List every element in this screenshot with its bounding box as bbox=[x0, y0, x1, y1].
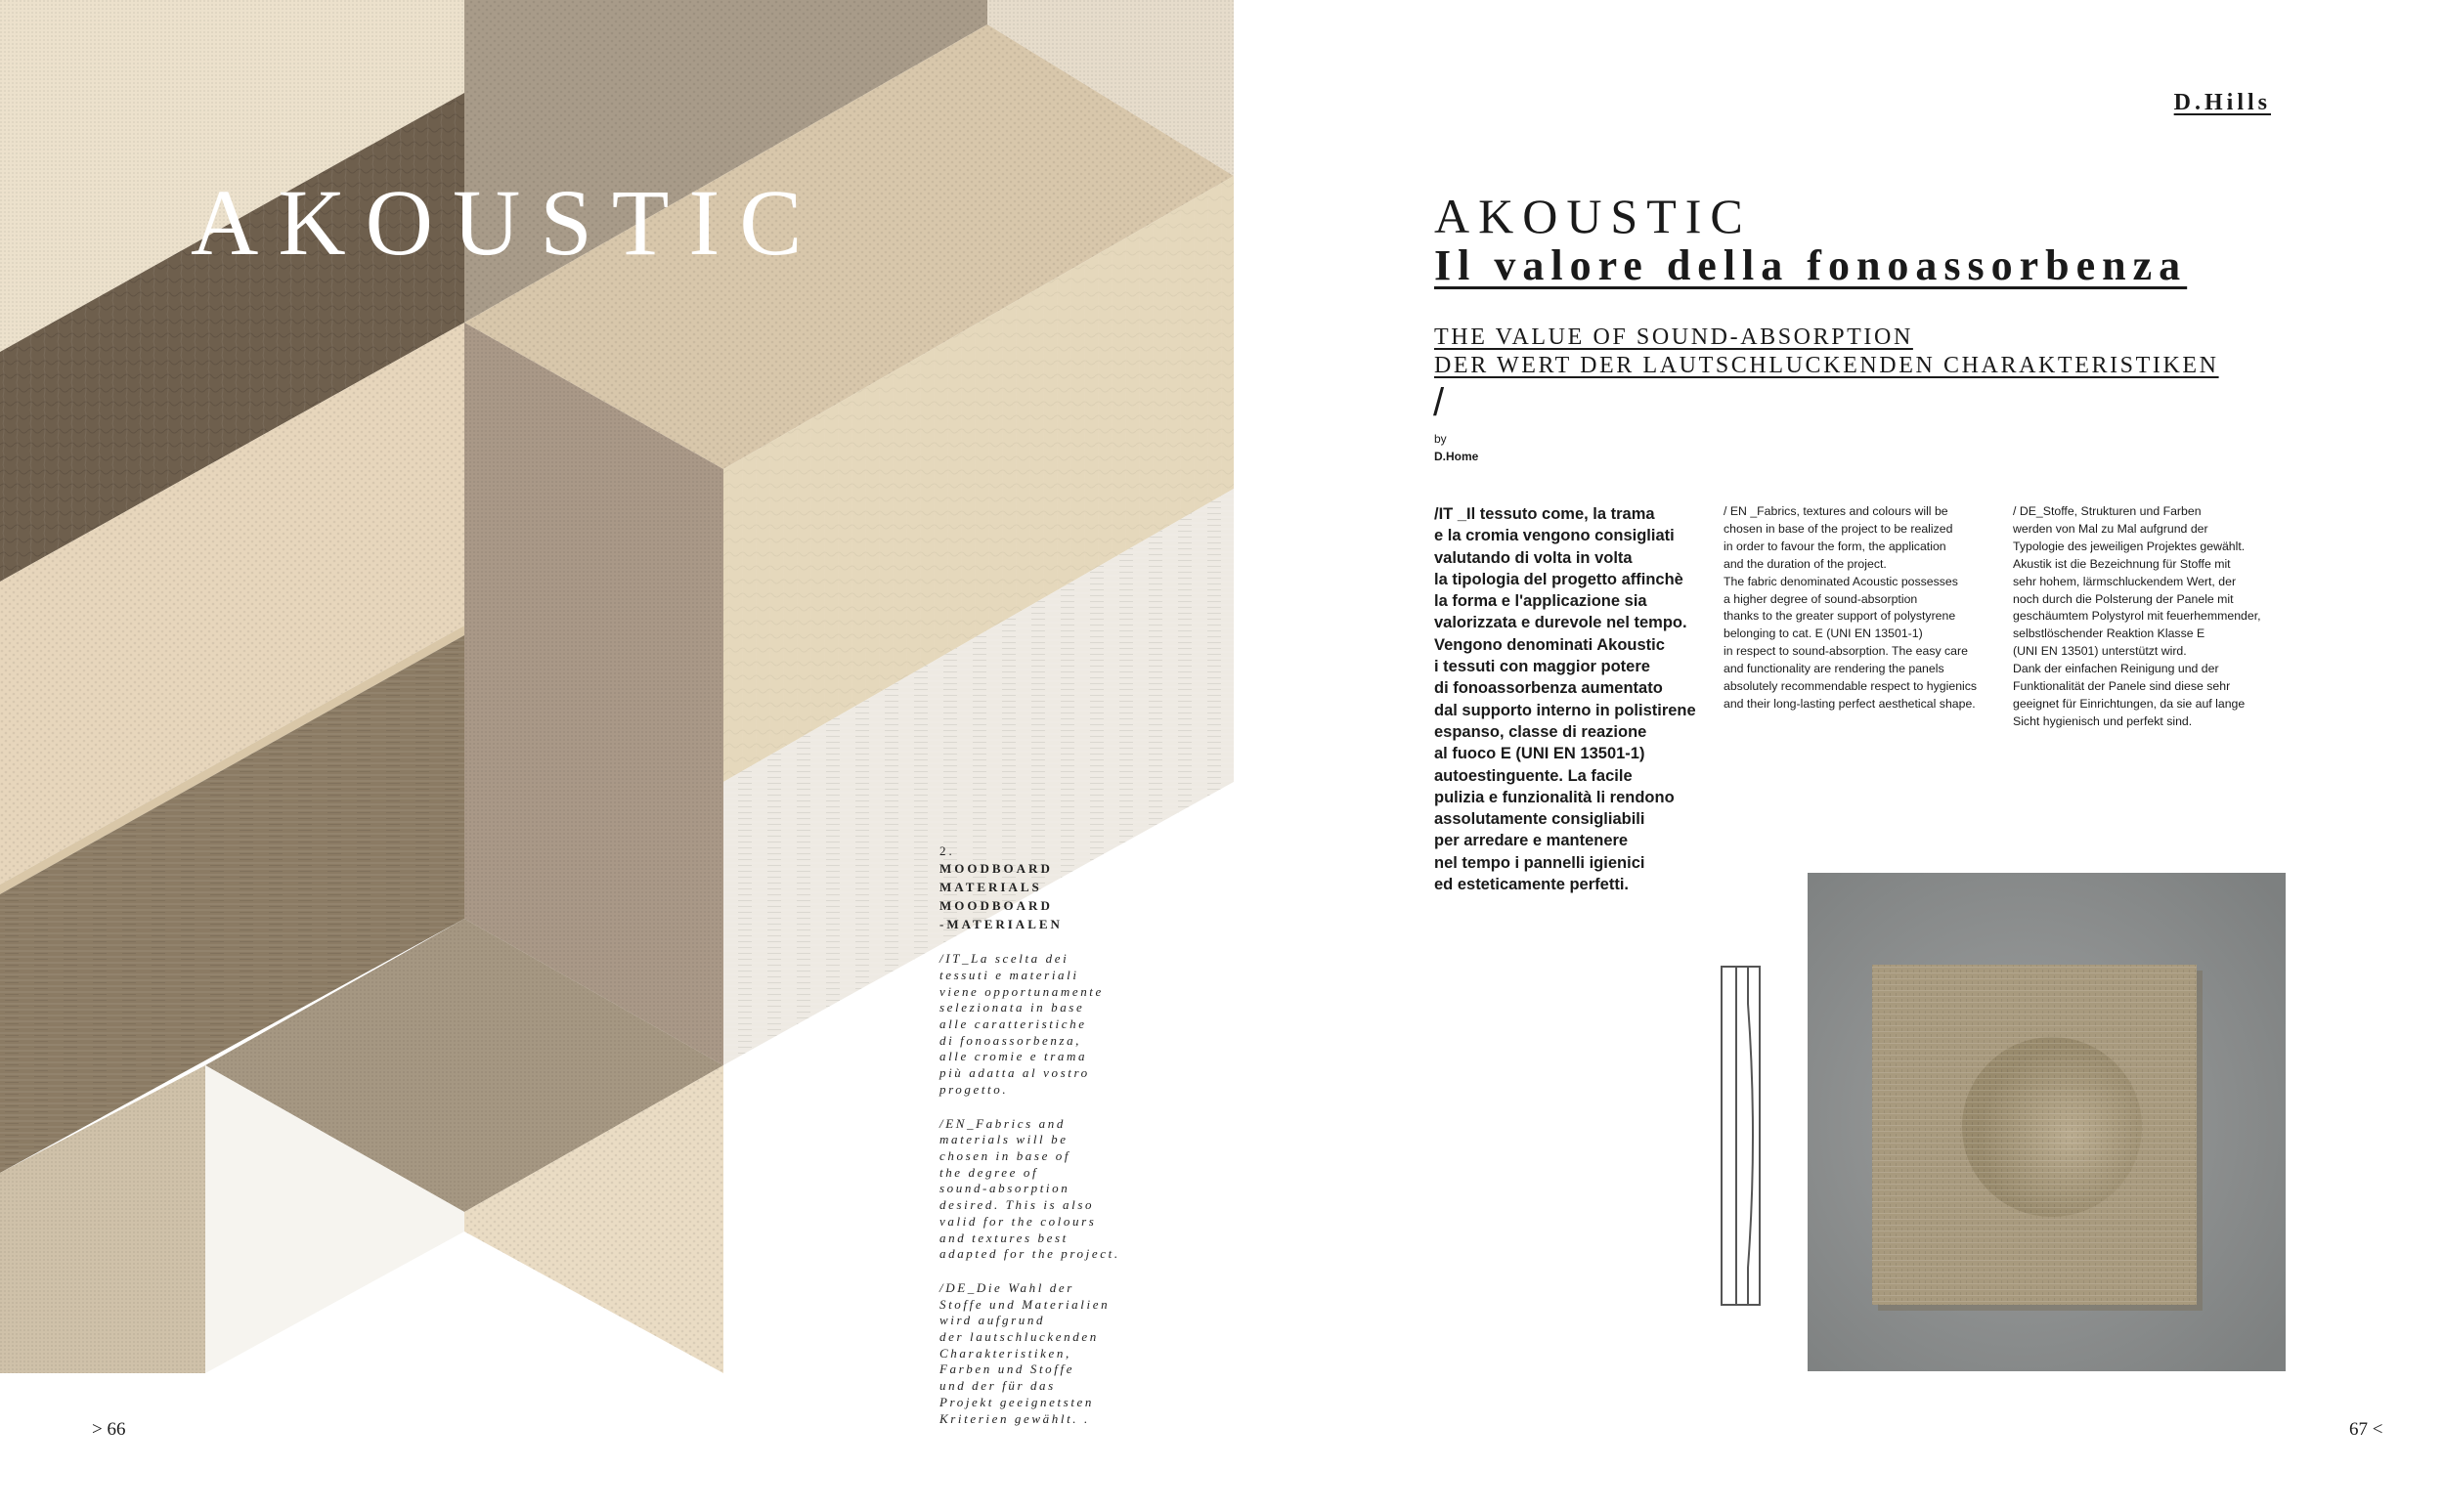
moodboard-text-en: /EN_Fabrics and materials will be chosen in base of the degree of sound-absorption desired. This is also valid for the colours and textures best adapted for the project. bbox=[939, 1115, 1120, 1262]
body-text-it: /IT _Il tessuto come, la trama e la cromia vengono consigliati valutando di volta in volta la tipologia del progetto affinchè la forma e l'applicazione sia valorizzata e durevole nel tempo. Vengono denominati Akoustic i tessuti con maggior potere di fonoassorbenza aumentato dal supporto interno in polistirene espanso, classe di reazione al fuoco E (UNI EN 13501-1) autoestinguente. La facile pulizia e funzionalità li rendono assolutamente consigliabili per arredare e mantenere nel tempo i pannelli igienici ed esteticamente perfetti. bbox=[1434, 505, 1696, 894]
moodboard-text-de: /DE_Die Wahl der Stoffe und Materialien wird aufgrund der lautschluckenden Charakteristiken, Farben und Stoffe und der für das Projekt geeignetsten Kriterien gewählt. . bbox=[939, 1279, 1111, 1426]
moodboard-number: 2. bbox=[939, 843, 955, 858]
moodboard-text-it: /IT_La scelta dei tessuti e materiali viene opportunamente selezionata in base alle caratteristiche di fonoassorbenza, alle cromie e trama più adatta al vostro progetto. bbox=[939, 951, 1104, 1097]
body-text-de: / DE_Stoffe, Strukturen und Farben werden von Mal zu Mal aufgrund der Typologie des jeweiligen Projektes gewählt. Akustik ist die Bezeichnung für Stoffe mit sehr hohem, lärmschluckendem Wert, der noch durch die Polsterung der Panele mit geschäumtem Polystyrol mit feuerhemmender, selbstlöschender Reaktion Klasse E (UNI EN 13501) unterstützt wird. Dank der einfachen Reinigung und der Funktionalität der Panele sind diese sehr geeignet für Einrichtungen, da sie auf lange Sicht hygienisch und perfekt sind. bbox=[2013, 504, 2261, 728]
heading-kicker: AKOUSTIC bbox=[1434, 189, 1752, 243]
body-text-en: / EN _Fabrics, textures and colours will be chosen in base of the project to be realized in order to favour the form, the application and the duration of the project. The fabric denominated Acoustic possesses a higher degree of sound-absorption thanks to the greater support of polystyrene belonging to cat. E (UNI EN 13501-1) in respect to sound-absorption. The easy care and functionality are rendering the panels absolutely recommendable respect to hygienics and their long-lasting perfect aesthetical shape. bbox=[1724, 504, 1978, 711]
subtitle-de: DER WERT DER LAUTSCHLUCKENDEN CHARAKTERISTIKEN bbox=[1434, 353, 2219, 378]
page-number-right: 67 < bbox=[2349, 1419, 2383, 1440]
byline-label: by bbox=[1434, 432, 1447, 446]
brand-name: D.Hills bbox=[2173, 90, 2271, 115]
slash-divider: / bbox=[1433, 381, 1445, 424]
byline-name: D.Home bbox=[1434, 450, 1479, 463]
panel-product-photo bbox=[1808, 873, 2286, 1371]
moodboard-caption bbox=[939, 843, 1174, 1427]
heading-title: Il valore della fonoassorbenza bbox=[1434, 241, 2188, 289]
subtitle-en: THE VALUE OF SOUND-ABSORPTION bbox=[1434, 324, 1913, 350]
panel-profile-drawing bbox=[1719, 965, 1766, 1307]
cover-title: AKOUSTIC bbox=[191, 170, 822, 275]
page-number-left: > 66 bbox=[92, 1419, 126, 1440]
moodboard-title: MOODBOARD MATERIALS MOODBOARD -MATERIALEN bbox=[939, 861, 1063, 932]
